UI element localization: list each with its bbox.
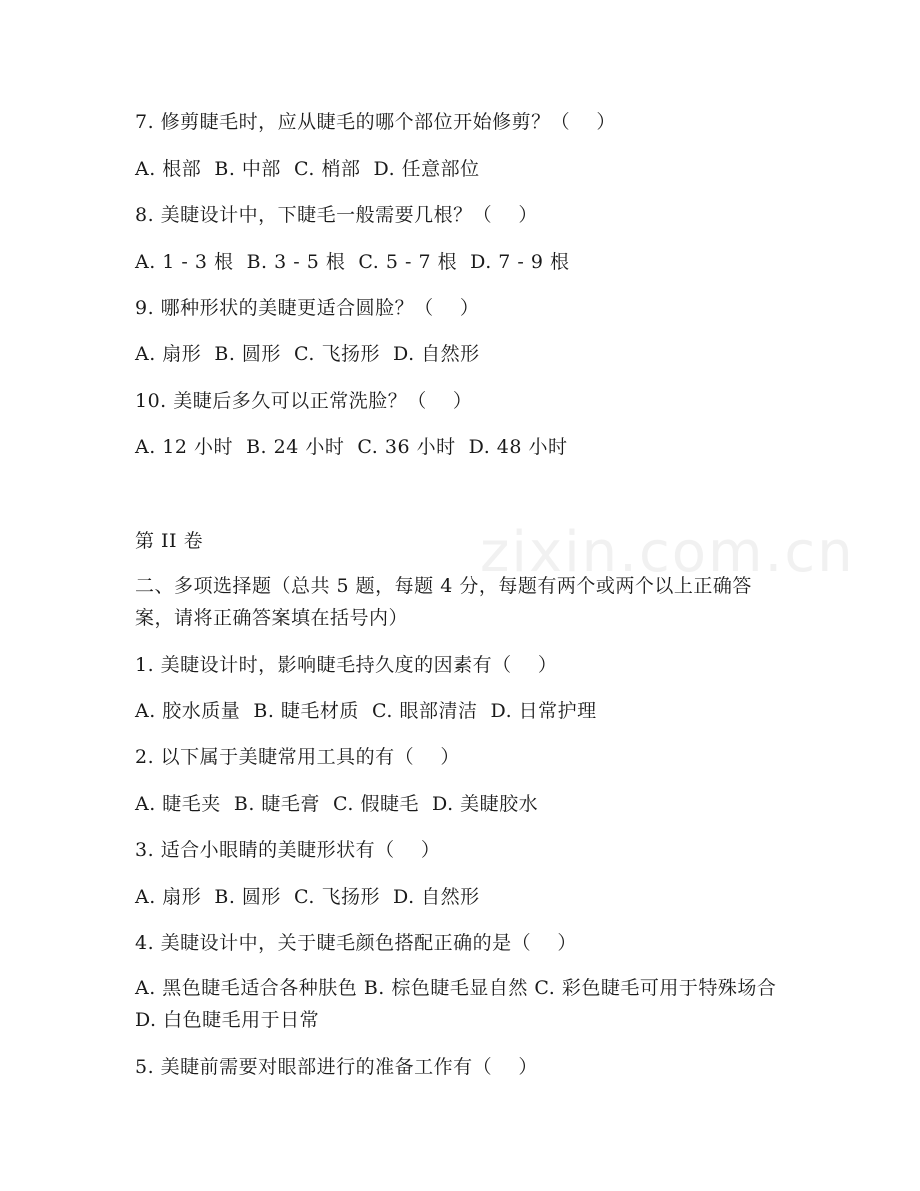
watermark: zixin.com.cn — [480, 520, 855, 585]
multi-question-4-text: 4. 美睫设计中，关于睫毛颜色搭配正确的是（ ） — [135, 932, 577, 954]
section-heading: 二、多项选择题（总共 5 题，每题 4 分，每题有两个或两个以上正确答案，请将正确答案填在括号内） — [135, 575, 752, 629]
multi-question-2-text: 2. 以下属于美睫常用工具的有（ ） — [135, 746, 460, 768]
question-10-text: 10. 美睫后多久可以正常洗脸？（ ） — [135, 390, 473, 412]
question-7-text: 7. 修剪睫毛时，应从睫毛的哪个部位开始修剪？（ ） — [135, 111, 616, 133]
multi-question-4-options: A. 黑色睫毛适合各种肤色 B. 棕色睫毛显自然 C. 彩色睫毛可用于特殊场合 D. 白色睫毛用于日常 — [135, 977, 777, 1031]
multi-question-2-options: A. 睫毛夹 B. 睫毛膏 C. 假睫毛 D. 美睫胶水 — [135, 793, 539, 815]
question-9-text: 9. 哪种形状的美睫更适合圆脸？（ ） — [135, 297, 480, 319]
multi-question-3-options: A. 扇形 B. 圆形 C. 飞扬形 D. 自然形 — [135, 886, 480, 908]
volume-title: 第 II 卷 — [135, 530, 204, 552]
multi-question-1-text: 1. 美睫设计时，影响睫毛持久度的因素有（ ） — [135, 654, 558, 676]
question-10-options: A. 12 小时 B. 24 小时 C. 36 小时 D. 48 小时 — [135, 436, 568, 458]
question-8-options: A. 1 - 3 根 B. 3 - 5 根 C. 5 - 7 根 D. 7 - 9 根 — [135, 251, 570, 273]
question-8-text: 8. 美睫设计中，下睫毛一般需要几根？（ ） — [135, 204, 538, 226]
question-9-options: A. 扇形 B. 圆形 C. 飞扬形 D. 自然形 — [135, 343, 480, 365]
multi-question-1-options: A. 胶水质量 B. 睫毛材质 C. 眼部清洁 D. 日常护理 — [135, 700, 597, 722]
question-7-options: A. 根部 B. 中部 C. 梢部 D. 任意部位 — [135, 158, 480, 180]
multi-question-3-text: 3. 适合小眼睛的美睫形状有（ ） — [135, 839, 441, 861]
multi-question-5-text: 5. 美睫前需要对眼部进行的准备工作有（ ） — [135, 1056, 538, 1078]
